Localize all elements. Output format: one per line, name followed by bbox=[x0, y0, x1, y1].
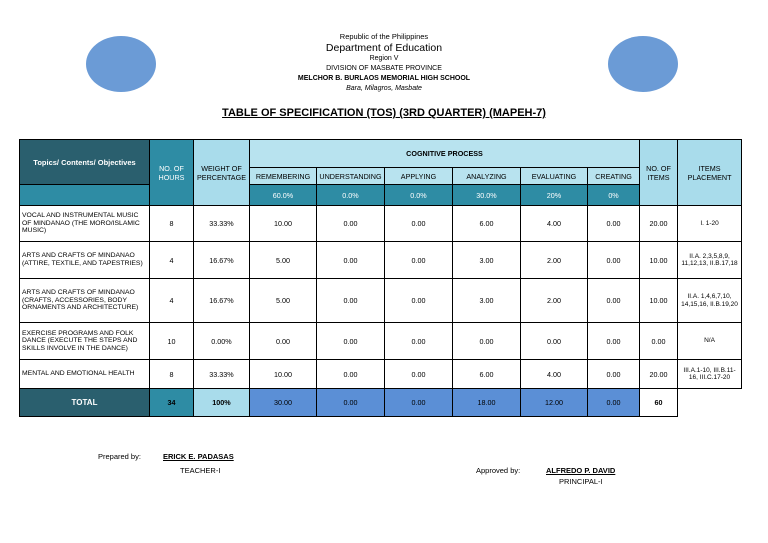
header-republic: Republic of the Philippines bbox=[339, 32, 429, 41]
header-placement: ITEMS PLACEMENT bbox=[678, 140, 742, 206]
row-understanding: 0.00 bbox=[317, 323, 385, 360]
row-creating: 0.00 bbox=[588, 242, 640, 279]
table-row bbox=[20, 206, 742, 242]
row-creating: 0.00 bbox=[588, 279, 640, 323]
header-cognitive-process: COGNITIVE PROCESS bbox=[250, 140, 640, 168]
total-hours: 34 bbox=[150, 389, 194, 417]
percent-creating: 0% bbox=[588, 185, 640, 206]
total-creating: 0.00 bbox=[588, 389, 640, 417]
document-title: TABLE OF SPECIFICATION (TOS) (3RD QUARTER) (MAPEH-7) bbox=[222, 107, 546, 119]
row-understanding: 0.00 bbox=[317, 279, 385, 323]
prepared-by-label: Prepared by: bbox=[98, 452, 141, 461]
header-weight: WEIGHT OF PERCENTAGE bbox=[194, 140, 250, 206]
table-row bbox=[20, 360, 742, 389]
header-hours: NO. OF HOURS bbox=[150, 140, 194, 206]
row-analyzing: 0.00 bbox=[453, 323, 521, 360]
total-understanding: 0.00 bbox=[317, 389, 385, 417]
row-topic: EXERCISE PROGRAMS AND FOLK DANCE (EXECUTE THE STEPS AND SKILLS INVOLVE IN THE DANCE) bbox=[20, 323, 150, 360]
row-hours: 10 bbox=[150, 323, 194, 360]
row-remembering: 5.00 bbox=[250, 242, 317, 279]
total-analyzing: 18.00 bbox=[453, 389, 521, 417]
row-weight: 33.33% bbox=[194, 360, 250, 389]
row-evaluating: 2.00 bbox=[521, 242, 588, 279]
row-evaluating: 2.00 bbox=[521, 279, 588, 323]
row-applying: 0.00 bbox=[385, 242, 453, 279]
row-analyzing: 6.00 bbox=[453, 206, 521, 242]
table-row bbox=[20, 323, 742, 360]
row-weight: 16.67% bbox=[194, 279, 250, 323]
total-placement-blank bbox=[678, 389, 742, 417]
row-understanding: 0.00 bbox=[317, 206, 385, 242]
row-remembering: 5.00 bbox=[250, 279, 317, 323]
row-analyzing: 6.00 bbox=[453, 360, 521, 389]
total-label: TOTAL bbox=[20, 389, 150, 417]
approved-by-title: PRINCIPAL-I bbox=[559, 477, 603, 486]
percent-analyzing: 30.0% bbox=[453, 185, 521, 206]
approved-by-name: ALFREDO P. DAVID bbox=[546, 466, 616, 475]
header-department: Department of Education bbox=[325, 42, 443, 54]
row-evaluating: 4.00 bbox=[521, 360, 588, 389]
row-placement: II.A. 2,3,5,8,9, 11,12,13, II.B.17,18 bbox=[678, 242, 742, 279]
total-applying: 0.00 bbox=[385, 389, 453, 417]
percent-evaluating: 20% bbox=[521, 185, 588, 206]
header-items: NO. OF ITEMS bbox=[640, 140, 678, 206]
row-applying: 0.00 bbox=[385, 360, 453, 389]
row-topic: ARTS AND CRAFTS OF MINDANAO (ATTIRE, TEXTILE, AND TAPESTRIES) bbox=[20, 242, 150, 279]
header-creating: CREATING bbox=[588, 168, 640, 185]
specification-table bbox=[19, 139, 742, 417]
header-region: Region V bbox=[369, 55, 399, 62]
row-creating: 0.00 bbox=[588, 360, 640, 389]
row-applying: 0.00 bbox=[385, 206, 453, 242]
row-hours: 4 bbox=[150, 242, 194, 279]
percent-remembering: 60.0% bbox=[250, 185, 317, 206]
header-school: MELCHOR B. BURLAOS MEMORIAL HIGH SCHOOL bbox=[297, 75, 471, 82]
row-topic: VOCAL AND INSTRUMENTAL MUSIC OF MINDANAO (THE MORO/ISLAMIC MUSIC) bbox=[20, 206, 150, 242]
row-hours: 8 bbox=[150, 360, 194, 389]
row-placement: I. 1-20 bbox=[678, 206, 742, 242]
row-creating: 0.00 bbox=[588, 323, 640, 360]
row-items: 10.00 bbox=[640, 279, 678, 323]
header-understanding: UNDERSTANDING bbox=[317, 168, 385, 185]
row-items: 10.00 bbox=[640, 242, 678, 279]
table-row bbox=[20, 279, 742, 323]
header-division: DIVISION OF MASBATE PROVINCE bbox=[326, 65, 442, 72]
header-topics-spacer bbox=[20, 185, 150, 206]
row-applying: 0.00 bbox=[385, 323, 453, 360]
row-analyzing: 3.00 bbox=[453, 242, 521, 279]
row-weight: 33.33% bbox=[194, 206, 250, 242]
row-items: 20.00 bbox=[640, 360, 678, 389]
row-evaluating: 4.00 bbox=[521, 206, 588, 242]
row-remembering: 10.00 bbox=[250, 360, 317, 389]
total-weight: 100% bbox=[194, 389, 250, 417]
percent-understanding: 0.0% bbox=[317, 185, 385, 206]
header-topics: Topics/ Contents/ Objectives bbox=[20, 140, 150, 185]
row-creating: 0.00 bbox=[588, 206, 640, 242]
row-analyzing: 3.00 bbox=[453, 279, 521, 323]
row-placement: II.A. 1,4,6,7,10, 14,15,16, II.B.19,20 bbox=[678, 279, 742, 323]
header-analyzing: ANALYZING bbox=[453, 168, 521, 185]
header-applying: APPLYING bbox=[385, 168, 453, 185]
header-remembering: REMEMBERING bbox=[250, 168, 317, 185]
row-placement: N/A bbox=[678, 323, 742, 360]
row-weight: 16.67% bbox=[194, 242, 250, 279]
row-weight: 0.00% bbox=[194, 323, 250, 360]
row-evaluating: 0.00 bbox=[521, 323, 588, 360]
row-hours: 8 bbox=[150, 206, 194, 242]
row-applying: 0.00 bbox=[385, 279, 453, 323]
total-evaluating: 12.00 bbox=[521, 389, 588, 417]
total-items: 60 bbox=[640, 389, 678, 417]
prepared-by-name: ERICK E. PADASAS bbox=[163, 452, 234, 461]
table-row bbox=[20, 242, 742, 279]
row-remembering: 0.00 bbox=[250, 323, 317, 360]
row-topic: MENTAL AND EMOTIONAL HEALTH bbox=[20, 360, 150, 389]
row-understanding: 0.00 bbox=[317, 242, 385, 279]
prepared-by-title: TEACHER-I bbox=[180, 466, 221, 475]
approved-by-label: Approved by: bbox=[476, 466, 521, 475]
row-remembering: 10.00 bbox=[250, 206, 317, 242]
row-items: 0.00 bbox=[640, 323, 678, 360]
row-topic: ARTS AND CRAFTS OF MINDANAO (CRAFTS, ACCESSORIES, BODY ORNAMENTS AND ARCHITECTURE) bbox=[20, 279, 150, 323]
total-row bbox=[20, 389, 742, 417]
row-understanding: 0.00 bbox=[317, 360, 385, 389]
row-hours: 4 bbox=[150, 279, 194, 323]
header-evaluating: EVALUATING bbox=[521, 168, 588, 185]
header-address: Bara, Milagros, Masbate bbox=[346, 85, 422, 92]
percent-applying: 0.0% bbox=[385, 185, 453, 206]
row-placement: III.A.1-10, III.B.11-16, III.C.17-20 bbox=[678, 360, 742, 389]
total-remembering: 30.00 bbox=[250, 389, 317, 417]
row-items: 20.00 bbox=[640, 206, 678, 242]
